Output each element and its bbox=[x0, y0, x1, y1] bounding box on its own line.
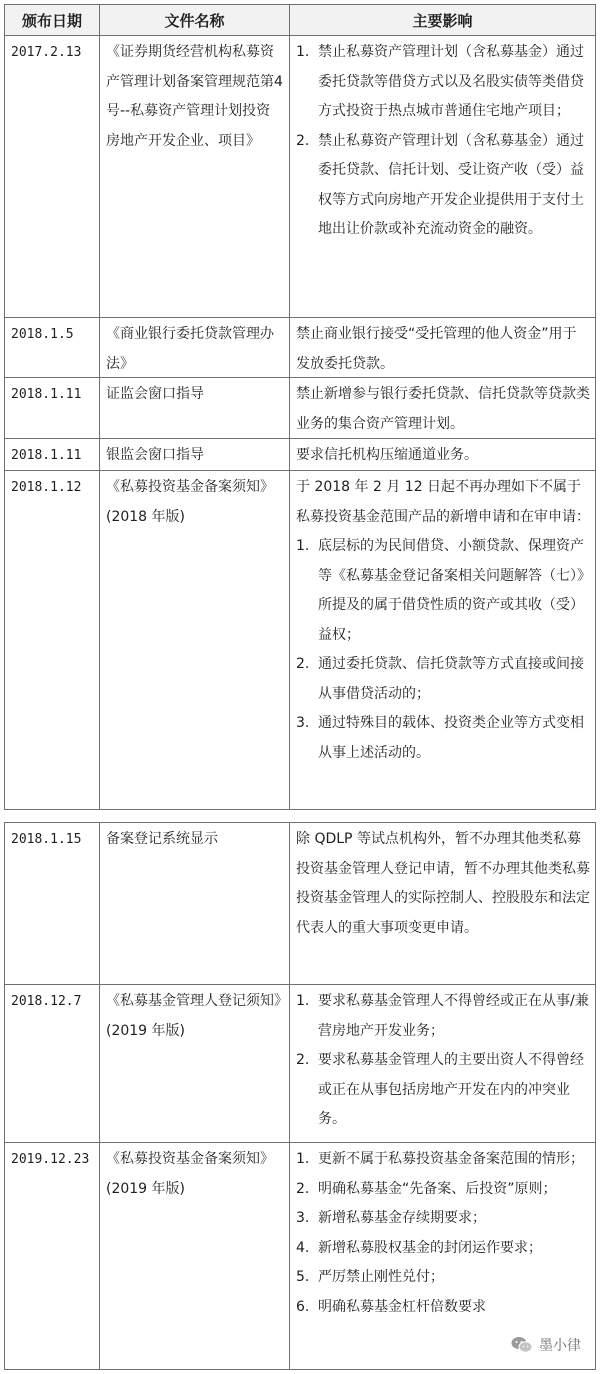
impact-list bbox=[296, 1145, 590, 1322]
item-text: 明确私募基金“先备案、后投资”原则； bbox=[318, 1180, 557, 1197]
impact-list-item bbox=[296, 1046, 590, 1135]
item-number: 5. bbox=[296, 1269, 310, 1285]
item-number: 4. bbox=[296, 1239, 310, 1256]
cell-name: 证监会窗口指导 bbox=[100, 378, 290, 438]
cell-impact bbox=[290, 378, 595, 438]
table-header bbox=[4, 4, 596, 36]
cell-date: 2018.12.7 bbox=[5, 985, 100, 1142]
table-row bbox=[4, 318, 596, 378]
cell-name: 《私募基金管理人登记须知》(2019 年版) bbox=[100, 985, 290, 1142]
cell-date: 2017.2.13 bbox=[5, 36, 100, 317]
impact-list-item bbox=[296, 650, 590, 709]
item-text: 禁止私募资产管理计划（含私募基金）通过委托贷款等借贷方式以及名股实债等类借贷方式投资于热点城市普通住宅地产项目； bbox=[318, 44, 584, 119]
cell-impact bbox=[290, 36, 595, 317]
header-date: 颁布日期 bbox=[5, 5, 100, 35]
item-number: 2. bbox=[296, 1180, 310, 1197]
impact-list-item bbox=[296, 532, 590, 650]
cell-impact bbox=[290, 985, 595, 1142]
item-text: 新增私募基金存续期要求； bbox=[318, 1210, 486, 1226]
item-number: 3. bbox=[296, 1210, 310, 1226]
impact-list bbox=[296, 987, 590, 1135]
impact-list-item bbox=[296, 38, 590, 127]
wechat-icon bbox=[511, 1336, 533, 1354]
item-number: 2. bbox=[296, 656, 310, 672]
impact-list-item bbox=[296, 1234, 590, 1264]
cell-name: 《私募投资基金备案须知》(2018 年版) bbox=[100, 471, 290, 809]
impact-intro: 除 QDLP 等试点机构外，暂不办理其他类私募投资基金管理人登记申请，暂不办理其他类私募投资基金管理人的实际控制人、控股股东和法定代表人的重大事项变更申请。 bbox=[296, 831, 590, 936]
item-number: 2. bbox=[296, 1052, 310, 1068]
impact-intro: 要求信托机构压缩通道业务。 bbox=[296, 447, 478, 463]
table-row bbox=[4, 823, 596, 985]
cell-date: 2018.1.12 bbox=[5, 471, 100, 809]
item-text: 严厉禁止刚性兑付； bbox=[318, 1269, 444, 1285]
item-text: 通过委托贷款、信托贷款等方式直接或间接从事借贷活动的； bbox=[318, 656, 584, 702]
cell-impact bbox=[290, 471, 595, 809]
item-number: 6. bbox=[296, 1298, 310, 1315]
impact-list-item bbox=[296, 987, 590, 1046]
cell-name: 《商业银行委托贷款管理办法》 bbox=[100, 318, 290, 377]
cell-date: 2018.1.5 bbox=[5, 318, 100, 377]
cell-impact bbox=[290, 318, 595, 377]
item-number: 2. bbox=[296, 132, 310, 149]
item-number: 1. bbox=[296, 993, 310, 1009]
item-number: 1. bbox=[296, 44, 310, 60]
item-text: 要求私募基金管理人不得曾经或正在从事/兼营房地产开发业务； bbox=[318, 993, 589, 1039]
cell-impact bbox=[290, 439, 595, 470]
impact-intro: 禁止新增参与银行委托贷款、信托贷款等贷款类业务的集合资产管理计划。 bbox=[296, 386, 590, 432]
impact-list bbox=[296, 38, 590, 245]
cell-date: 2019.12.23 bbox=[5, 1143, 100, 1369]
cell-date: 2018.1.11 bbox=[5, 378, 100, 438]
watermark-text: 墨小律 bbox=[539, 1338, 581, 1354]
table-row bbox=[4, 471, 596, 810]
cell-date: 2018.1.15 bbox=[5, 823, 100, 984]
header-impact: 主要影响 bbox=[412, 11, 473, 30]
item-text: 明确私募基金杠杆倍数要求 bbox=[318, 1298, 486, 1315]
impact-list-item bbox=[296, 127, 590, 245]
table-row bbox=[4, 36, 596, 318]
item-text: 禁止私募资产管理计划（含私募基金）通过委托贷款、信托计划、受让资产收（受）益权等方式向房地产开发企业提供用于支付土地出让价款或补充流动资金的融资。 bbox=[318, 132, 584, 237]
table-row bbox=[4, 439, 596, 471]
impact-list-item bbox=[296, 1145, 590, 1175]
item-number: 1. bbox=[296, 538, 310, 554]
table-row bbox=[4, 985, 596, 1143]
table-body-part-1 bbox=[4, 36, 596, 810]
impact-list-item bbox=[296, 1204, 590, 1234]
impact-list-item bbox=[296, 709, 590, 768]
page-break-gap bbox=[4, 810, 596, 822]
item-number: 1. bbox=[296, 1151, 310, 1167]
cell-name: 备案登记系统显示 bbox=[100, 823, 290, 984]
impact-intro: 禁止商业银行接受“受托管理的他人资金”用于发放委托贷款。 bbox=[296, 326, 577, 372]
impact-list-item bbox=[296, 1175, 590, 1205]
item-text: 底层标的为民间借贷、小额贷款、保理资产等《私募基金登记备案相关问题解答（七）》所提及的属于借贷性质的资产或其收（受）益权； bbox=[318, 538, 584, 643]
impact-list-item bbox=[296, 1263, 590, 1293]
header-name: 文件名称 bbox=[100, 5, 290, 35]
cell-name: 《证券期货经营机构私募资产管理计划备案管理规范第4号--私募资产管理计划投资房地产开发企业、项目》 bbox=[100, 36, 290, 317]
item-text: 要求私募基金管理人的主要出资人不得曾经或正在从事包括房地产开发在内的冲突业务。 bbox=[318, 1052, 584, 1127]
cell-name: 《私募投资基金备案须知》(2019 年版) bbox=[100, 1143, 290, 1369]
item-text: 新增私募股权基金的封闭运作要求； bbox=[318, 1239, 542, 1256]
impact-intro: 于 2018 年 2 月 12 日起不再办理如下不属于私募投资基金范围产品的新增申请和在审申请： bbox=[296, 479, 590, 525]
regulation-table bbox=[4, 4, 596, 1370]
cell-impact bbox=[290, 823, 595, 984]
cell-date: 2018.1.11 bbox=[5, 439, 100, 470]
cell-name: 银监会窗口指导 bbox=[100, 439, 290, 470]
impact-list-item bbox=[296, 1293, 590, 1323]
item-text: 更新不属于私募投资基金备案范围的情形； bbox=[318, 1151, 584, 1167]
table-body-part-2 bbox=[4, 822, 596, 1370]
item-text: 通过特殊目的载体、投资类企业等方式变相从事上述活动的。 bbox=[318, 715, 584, 761]
impact-list bbox=[296, 532, 590, 768]
table-row bbox=[4, 378, 596, 439]
item-number: 3. bbox=[296, 715, 310, 731]
watermark bbox=[505, 1333, 587, 1357]
